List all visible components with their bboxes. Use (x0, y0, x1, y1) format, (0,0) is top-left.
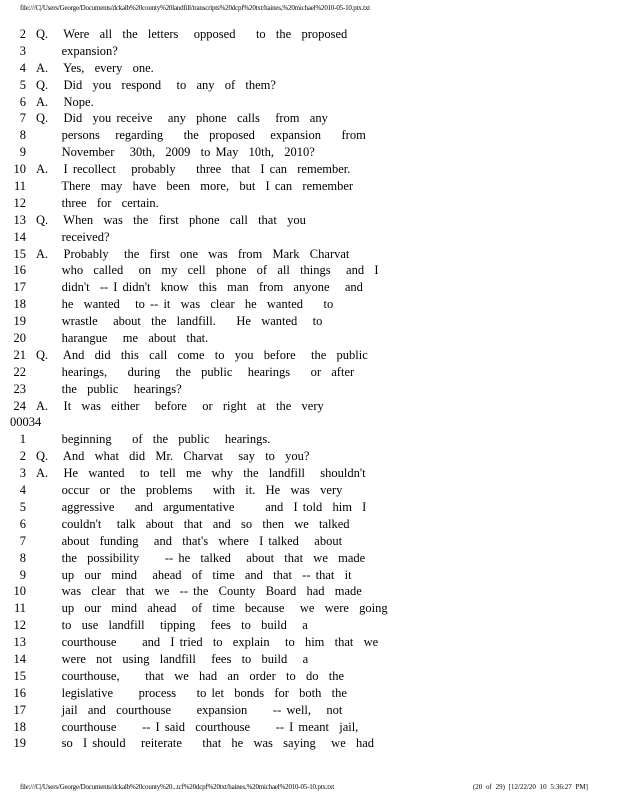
line-number: 11 (13, 601, 26, 616)
transcript-section-page-33 (10, 26, 610, 414)
line-number: 4 (19, 483, 26, 498)
line-number: 3 (19, 466, 26, 481)
line-number: 16 (13, 685, 26, 700)
line-number: 9 (19, 567, 26, 582)
transcript-line (10, 77, 610, 94)
line-text: Q. And what did Mr. Charvat say to you? (36, 449, 310, 464)
transcript-line (10, 735, 610, 752)
transcript-line (10, 617, 610, 634)
line-text: Q. And did this call come to you before the public (36, 347, 368, 362)
line-number: 12 (13, 618, 26, 633)
transcript-line (10, 296, 610, 313)
transcript-line (10, 499, 610, 516)
transcript-body (10, 26, 610, 752)
file-path-footer: file:///C|/Users/George/Documents/dckalb%20county%20...tcf%20dcpf%20txt/haines,%20michael%2010-05-10.ptx.txt (20, 783, 335, 791)
transcript-line (10, 431, 610, 448)
line-number: 23 (13, 381, 26, 396)
transcript-line (10, 482, 610, 499)
line-text: legislative process to let bonds for both the (36, 685, 347, 700)
line-text: he wanted to -- it was clear he wanted to (36, 297, 334, 312)
line-text: courthouse, that we had an order to do the (36, 668, 345, 683)
transcript-line (10, 60, 610, 77)
line-text: to use landfill tipping fees to build a (36, 618, 308, 633)
line-text: A. He wanted to tell me why the landfill shouldn't (36, 466, 366, 481)
line-number: 24 (13, 398, 26, 413)
transcript-line (10, 685, 610, 702)
line-text: courthouse -- I said courthouse -- I meant jail, (36, 719, 359, 734)
line-number: 19 (13, 314, 26, 329)
line-number: 10 (13, 584, 26, 599)
line-text: so I should reiterate that he was saying we had (36, 736, 375, 751)
transcript-line (10, 567, 610, 584)
line-text: courthouse and I tried to explain to him that we (36, 635, 379, 650)
line-text: about funding and that's where I talked about (36, 533, 343, 548)
line-number: 12 (13, 195, 26, 210)
line-text: expansion? (36, 43, 118, 58)
line-number: 17 (13, 280, 26, 295)
line-number: 20 (13, 331, 26, 346)
line-text: were not using landfill fees to build a (36, 651, 309, 666)
transcript-line (10, 178, 610, 195)
transcript-line (10, 398, 610, 415)
line-text: There may have been more, but I can remember (36, 179, 354, 194)
line-text: November 30th, 2009 to May 10th, 2010? (36, 145, 315, 160)
transcript-line (10, 246, 610, 263)
line-text: hearings, during the public hearings or after (36, 364, 355, 379)
line-text: Q. Did you respond to any of them? (36, 77, 276, 92)
line-number: 13 (13, 212, 26, 227)
line-number: 3 (19, 43, 26, 58)
transcript-line (10, 347, 610, 364)
line-text: received? (36, 229, 110, 244)
line-number: 21 (13, 347, 26, 362)
transcript-section-page-34 (10, 431, 610, 752)
transcript-line (10, 381, 610, 398)
transcript-line (10, 668, 610, 685)
transcript-line (10, 330, 610, 347)
transcript-line (10, 550, 610, 567)
line-text: A. Probably the first one was from Mark Charvat (36, 246, 350, 261)
line-text: occur or the problems with it. He was very (36, 483, 343, 498)
transcript-line (10, 313, 610, 330)
line-text: who called on my cell phone of all things and I (36, 263, 379, 278)
line-text: harangue me about that. (36, 331, 209, 346)
transcript-line (10, 465, 610, 482)
transcript-line (10, 43, 610, 60)
line-number: 16 (13, 263, 26, 278)
transcript-line (10, 94, 610, 111)
transcript-line (10, 364, 610, 381)
line-number: 1 (19, 432, 26, 447)
line-number: 6 (19, 94, 26, 109)
line-number: 10 (13, 162, 26, 177)
page-marker: 00034 (10, 415, 42, 430)
line-text: A. Nope. (36, 94, 94, 109)
line-number: 2 (19, 27, 26, 41)
line-text: Q. When was the first phone call that you (36, 212, 306, 227)
line-text: Q. Did you receive any phone calls from any (36, 111, 328, 126)
line-number: 22 (13, 364, 26, 379)
transcript-line (10, 110, 610, 127)
transcript-line (10, 262, 610, 279)
transcript-line (10, 144, 610, 161)
line-number: 5 (19, 77, 26, 92)
line-text: A. I recollect probably three that I can remember. (36, 162, 351, 177)
page-info: (20 of 29) [12/22/20 10 5:36:27 PM] (472, 783, 588, 791)
line-number: 14 (13, 229, 26, 244)
transcript-line (10, 212, 610, 229)
line-number: 4 (19, 60, 26, 75)
line-number: 13 (13, 635, 26, 650)
line-text: A. Yes, every one. (36, 60, 154, 75)
line-text: the possibility -- he talked about that we made (36, 550, 366, 565)
line-number: 8 (19, 128, 26, 143)
transcript-line (10, 719, 610, 736)
line-text: couldn't talk about that and so then we talked (36, 516, 350, 531)
transcript-line (10, 600, 610, 617)
line-text: the public hearings? (36, 381, 182, 396)
line-text: Q. Were all the letters opposed to the proposed (36, 27, 348, 41)
line-number: 18 (13, 719, 26, 734)
line-number: 9 (19, 145, 26, 160)
transcript-line (10, 195, 610, 212)
line-text: aggressive and argumentative and I told him I (36, 499, 367, 514)
line-text: three for certain. (36, 195, 159, 210)
line-text: up our mind ahead of time and that -- that it (36, 567, 352, 582)
transcript-line (10, 279, 610, 296)
line-text: wrastle about the landfill. He wanted to (36, 314, 323, 329)
file-path-header: file:///C|/Users/George/Documents/dckalb%20county%20landfill/transcripts%20dcpf%20txt/haines,%20michael%2010-05-10.ptx.txt (20, 4, 370, 12)
transcript-line (10, 583, 610, 600)
line-number: 19 (13, 736, 26, 751)
line-number: 18 (13, 297, 26, 312)
transcript-line (10, 533, 610, 550)
transcript-line (10, 127, 610, 144)
transcript-line (10, 634, 610, 651)
line-number: 5 (19, 499, 26, 514)
line-text: persons regarding the proposed expansion from (36, 128, 366, 143)
transcript-line (10, 161, 610, 178)
line-text: A. It was either before or right at the very (36, 398, 324, 413)
line-number: 15 (13, 668, 26, 683)
line-number: 11 (13, 179, 26, 194)
line-number: 14 (13, 651, 26, 666)
transcript-line (10, 516, 610, 533)
line-number: 8 (19, 550, 26, 565)
line-text: beginning of the public hearings. (36, 432, 271, 447)
line-text: jail and courthouse expansion -- well, not (36, 702, 343, 717)
line-text: was clear that we -- the County Board had made (36, 584, 362, 599)
line-number: 2 (19, 449, 26, 464)
line-text: didn't -- I didn't know this man from anyone and (36, 280, 363, 295)
line-number: 17 (13, 702, 26, 717)
transcript-line (10, 448, 610, 465)
line-text: up our mind ahead of time because we were going (36, 601, 388, 616)
transcript-line (10, 702, 610, 719)
line-number: 7 (19, 533, 26, 548)
transcript-line (10, 651, 610, 668)
line-number: 6 (19, 516, 26, 531)
transcript-line (10, 26, 610, 43)
line-number: 7 (19, 111, 26, 126)
transcript-line (10, 229, 610, 246)
line-number: 15 (13, 246, 26, 261)
